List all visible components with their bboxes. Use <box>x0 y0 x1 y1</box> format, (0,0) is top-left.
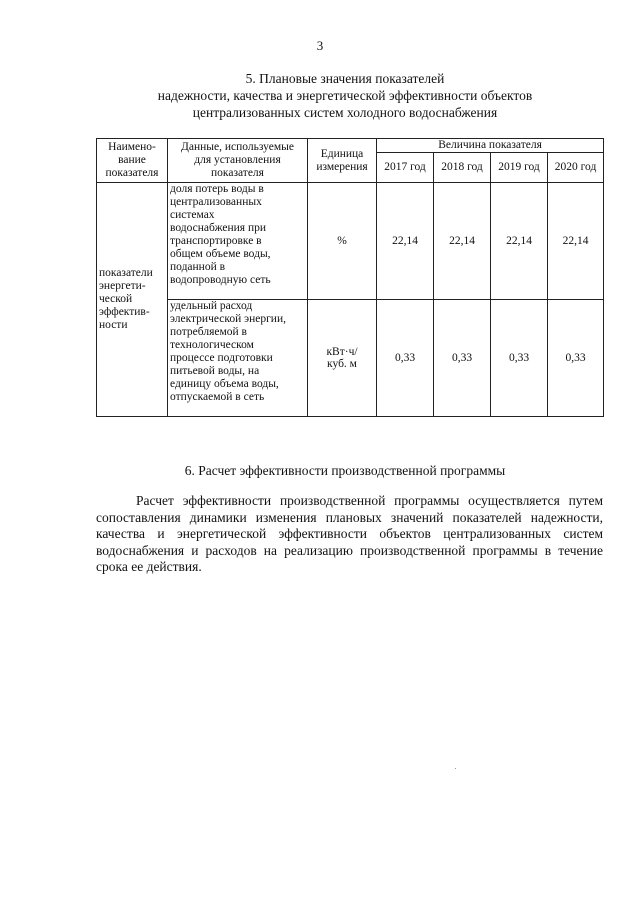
header-indicator-name: Наимено- вание показателя <box>97 139 168 183</box>
header-unit: Единица измерения <box>308 139 377 183</box>
row-unit: кВт·ч/ куб. м <box>308 300 377 417</box>
indicators-table <box>96 138 604 417</box>
section-5-title-line: 5. Плановые значения показателей <box>245 71 445 86</box>
section-5-title-line: централизованных систем холодного водоснабжения <box>192 105 498 120</box>
header-year: 2017 год <box>377 153 434 183</box>
section-6-title: 6. Расчет эффективности производственной программы <box>184 463 506 478</box>
row-value: 22,14 <box>491 183 548 300</box>
header-year: 2019 год <box>491 153 548 183</box>
header-source-data: Данные, используемые для установления показателя <box>168 139 308 183</box>
row-description: удельный расход электрической энергии, потребляемой в технологическом процессе подготовки питьевой воды, на единицу объема воды, отпускаемой в сеть <box>168 300 308 417</box>
row-value: 22,14 <box>434 183 491 300</box>
scan-speck <box>455 768 456 769</box>
page-number: 3 <box>316 38 324 53</box>
header-year: 2020 год <box>548 153 604 183</box>
section-5-title-line: надежности, качества и энергетической эффективности объектов <box>157 88 533 103</box>
header-year: 2018 год <box>434 153 491 183</box>
row-value: 0,33 <box>377 300 434 417</box>
table-row <box>97 300 604 417</box>
header-indicator-value: Величина показателя <box>377 139 604 153</box>
row-value: 22,14 <box>548 183 604 300</box>
row-description: доля потерь воды в централизованных системах водоснабжения при транспортировке в общем объеме воды, поданной в водопроводную сеть <box>168 183 308 300</box>
row-value: 0,33 <box>548 300 604 417</box>
section-6-paragraph: Расчет эффективности производственной программы осуществляется путем сопоставления динамики изменения плановых значений показателей надежности, качества и энергетической эффективности объектов централизованных систем водоснабжения и расходов на реализацию производственной программы в течение срока ее действия. <box>96 493 603 574</box>
table-row <box>97 183 604 300</box>
group-label-cell: показатели энергети- ческой эффектив- ности <box>97 183 168 417</box>
row-value: 0,33 <box>434 300 491 417</box>
section-5-title <box>60 70 630 121</box>
table-header-row <box>97 139 604 153</box>
row-value: 22,14 <box>377 183 434 300</box>
row-value: 0,33 <box>491 300 548 417</box>
row-unit: % <box>308 183 377 300</box>
